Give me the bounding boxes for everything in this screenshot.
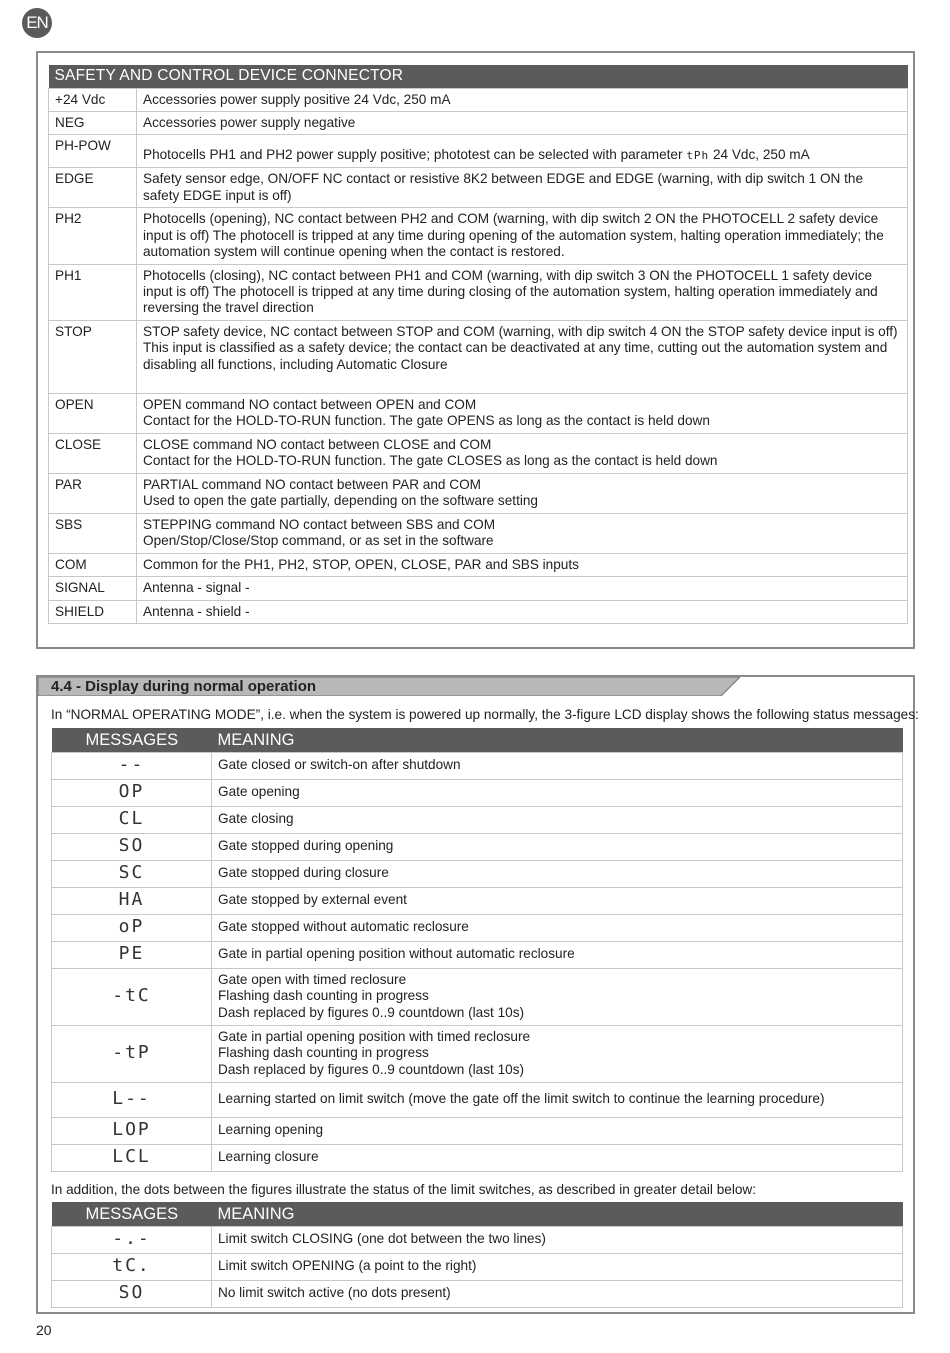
lcd-message-code: SO: [52, 833, 212, 860]
description-text: OPEN command NO contact between OPEN and COM: [143, 396, 477, 412]
table-row: [52, 806, 903, 833]
meaning-line: Flashing dash counting in progress: [218, 988, 429, 1004]
description-text: Antenna - shield -: [143, 603, 250, 619]
terminal-description: [137, 320, 908, 393]
message-meaning: [212, 1253, 903, 1280]
table-row: [49, 111, 908, 134]
terminal-description: [137, 111, 908, 134]
status-messages-table: [51, 728, 903, 1172]
description-text: Photocells (closing), NC contact between PH1 and COM (warning, with dip switch 3 ON the PHOTOCELL 1 safety device input is off) The photocell is tripped at any time during closing of the automation system, halting operation immediately and reversing the travel direction: [143, 267, 878, 316]
message-meaning: [212, 914, 903, 941]
meaning-line: Gate opening: [218, 784, 300, 800]
message-meaning: [212, 1280, 903, 1307]
message-meaning: [212, 833, 903, 860]
table-row: [49, 600, 908, 623]
lcd-message-code: -.-: [52, 1226, 212, 1253]
message-meaning: [212, 968, 903, 1025]
lcd-message-code: PE: [52, 941, 212, 968]
lcd-message-code: -tC: [52, 968, 212, 1025]
message-meaning: [212, 779, 903, 806]
description-text: Accessories power supply negative: [143, 114, 356, 130]
terminal-description: [137, 553, 908, 576]
lcd-message-code: -tP: [52, 1025, 212, 1082]
terminal-name: SIGNAL: [49, 577, 137, 600]
meaning-line: Gate closed or switch-on after shutdown: [218, 757, 461, 773]
connector-panel: [36, 51, 915, 649]
meaning-line: Flashing dash counting in progress: [218, 1045, 429, 1061]
section-heading: [38, 677, 738, 696]
table-row: [52, 1226, 903, 1253]
table-row: [52, 833, 903, 860]
table-row: [49, 577, 908, 600]
table-row: [52, 1253, 903, 1280]
meaning-header: MEANING: [212, 728, 903, 752]
meaning-line: No limit switch active (no dots present): [218, 1285, 451, 1301]
lcd-message-code: oP: [52, 914, 212, 941]
table-row: [49, 553, 908, 576]
terminal-name: NEG: [49, 111, 137, 134]
description-text: Common for the PH1, PH2, STOP, OPEN, CLOSE, PAR and SBS inputs: [143, 556, 579, 572]
connector-table: [48, 65, 908, 624]
limit-switch-note: In addition, the dots between the figures illustrate the status of the limit switches, as described in greater detail below:: [51, 1182, 756, 1197]
meaning-line: Learning closure: [218, 1149, 319, 1165]
connector-table-title: SAFETY AND CONTROL DEVICE CONNECTOR: [49, 65, 908, 88]
terminal-description: [137, 473, 908, 513]
table-row: [49, 513, 908, 553]
table-row: [49, 433, 908, 473]
terminal-name: PH-POW: [49, 135, 137, 168]
description-text: Contact for the HOLD-TO-RUN function. The gate CLOSES as long as the contact is held down: [143, 453, 718, 469]
description-text: STEPPING command NO contact between SBS and COM: [143, 516, 496, 532]
terminal-description: [137, 600, 908, 623]
lcd-message-code: CL: [52, 806, 212, 833]
language-badge: EN: [22, 8, 52, 38]
meaning-line: Gate stopped by external event: [218, 892, 407, 908]
terminal-name: COM: [49, 553, 137, 576]
lcd-message-code: SO: [52, 1280, 212, 1307]
table-row: [52, 1025, 903, 1082]
table-row: [49, 320, 908, 393]
terminal-description: [137, 208, 908, 264]
meaning-line: Limit switch OPENING (a point to the right): [218, 1258, 477, 1274]
table-row: [49, 393, 908, 433]
messages-header: MESSAGES: [52, 1202, 212, 1226]
table-row: [52, 1082, 903, 1117]
table-row: [52, 752, 903, 779]
description-text: 24 Vdc, 250 mA: [712, 146, 810, 162]
meaning-line: Gate stopped during closure: [218, 865, 389, 881]
description-text: Accessories power supply positive 24 Vdc, 250 mA: [143, 91, 451, 107]
message-meaning: [212, 1082, 903, 1117]
terminal-name: +24 Vdc: [49, 88, 137, 111]
table-row: [52, 968, 903, 1025]
terminal-description: [137, 433, 908, 473]
description-text: Open/Stop/Close/Stop command, or as set in the software: [143, 533, 494, 549]
table-row: [49, 135, 908, 168]
lcd-message-code: L--: [52, 1082, 212, 1117]
limit-switch-table: [51, 1202, 903, 1308]
terminal-description: [137, 88, 908, 111]
meaning-line: Learning opening: [218, 1122, 324, 1138]
message-meaning: [212, 1117, 903, 1144]
description-text: STOP safety device, NC contact between STOP and COM (warning, with dip switch 4 ON the STOP safety device input is off): [143, 323, 898, 339]
table-row: [49, 208, 908, 264]
lcd-message-code: tC.: [52, 1253, 212, 1280]
table-row: [52, 914, 903, 941]
message-meaning: [212, 806, 903, 833]
meaning-line: Dash replaced by figures 0..9 countdown (last 10s): [218, 1004, 525, 1020]
description-text: Photocells (opening), NC contact between PH2 and COM (warning, with dip switch 2 ON the PHOTOCELL 2 safety device input is off) The photocell is tripped at any time during opening of the automation system, halting operation immediately; the automation system will continue opening when the contact is restored.: [143, 211, 884, 260]
message-meaning: [212, 887, 903, 914]
meaning-line: Gate in partial opening position without automatic reclosure: [218, 946, 575, 962]
terminal-description: [137, 135, 908, 168]
lcd-message-code: HA: [52, 887, 212, 914]
meaning-line: Gate closing: [218, 811, 294, 827]
section-title: 4.4 - Display during normal operation: [51, 678, 317, 695]
meaning-line: Gate stopped during opening: [218, 838, 394, 854]
terminal-name: EDGE: [49, 168, 137, 208]
terminal-name: SBS: [49, 513, 137, 553]
table-row: [52, 1280, 903, 1307]
description-text: Used to open the gate partially, depending on the software setting: [143, 493, 538, 509]
meaning-line: Gate stopped without automatic reclosure: [218, 919, 469, 935]
display-section: [36, 675, 919, 1314]
terminal-description: [137, 393, 908, 433]
meaning-line: Dash replaced by figures 0..9 countdown (last 10s): [218, 1061, 525, 1077]
table-row: [52, 887, 903, 914]
terminal-description: [137, 577, 908, 600]
page-number: 20: [36, 1322, 52, 1338]
table-row: [52, 1144, 903, 1171]
meaning-line: Learning started on limit switch (move the gate off the limit switch to continue the learning procedure): [218, 1091, 825, 1107]
terminal-name: PH2: [49, 208, 137, 264]
intro-text: In “NORMAL OPERATING MODE”, i.e. when the system is powered up normally, the 3-figure LCD display shows the following status messages:: [51, 707, 919, 722]
meaning-header: MEANING: [212, 1202, 903, 1226]
terminal-description: [137, 513, 908, 553]
terminal-name: SHIELD: [49, 600, 137, 623]
table-row: [52, 941, 903, 968]
lcd-message-code: LCL: [52, 1144, 212, 1171]
description-text: PARTIAL command NO contact between PAR and COM: [143, 476, 481, 492]
terminal-name: OPEN: [49, 393, 137, 433]
description-text: This input is classified as a safety device; the contact can be deactivated at any time, cutting out the automation system and disabling all functions, including Automatic Closure: [143, 340, 888, 372]
terminal-name: PH1: [49, 264, 137, 320]
table-row: [49, 88, 908, 111]
messages-header: MESSAGES: [52, 728, 212, 752]
table-row: [52, 1117, 903, 1144]
description-text: CLOSE command NO contact between CLOSE and COM: [143, 436, 492, 452]
message-meaning: [212, 1025, 903, 1082]
table-row: [49, 473, 908, 513]
message-meaning: [212, 860, 903, 887]
lcd-message-code: SC: [52, 860, 212, 887]
terminal-name: PAR: [49, 473, 137, 513]
parameter-code: tPh: [686, 148, 710, 162]
description-text: Photocells PH1 and PH2 power supply positive; phototest can be selected with parameter: [143, 146, 683, 162]
description-text: Antenna - signal -: [143, 580, 250, 596]
lcd-message-code: LOP: [52, 1117, 212, 1144]
meaning-line: Limit switch CLOSING (one dot between the two lines): [218, 1231, 546, 1247]
lcd-message-code: --: [52, 752, 212, 779]
table-row: [52, 860, 903, 887]
meaning-line: Gate in partial opening position with timed reclosure: [218, 1028, 531, 1044]
table-row: [52, 779, 903, 806]
message-meaning: [212, 1226, 903, 1253]
terminal-description: [137, 264, 908, 320]
description-text: Safety sensor edge, ON/OFF NC contact or resistive 8K2 between EDGE and EDGE (warning, with dip switch 1 ON the safety EDGE input is off): [143, 171, 864, 203]
terminal-name: STOP: [49, 320, 137, 393]
terminal-name: CLOSE: [49, 433, 137, 473]
table-row: [49, 168, 908, 208]
message-meaning: [212, 941, 903, 968]
terminal-description: [137, 168, 908, 208]
message-meaning: [212, 752, 903, 779]
message-meaning: [212, 1144, 903, 1171]
meaning-line: Gate open with timed reclosure: [218, 971, 407, 987]
table-row: [49, 264, 908, 320]
lcd-message-code: OP: [52, 779, 212, 806]
description-text: Contact for the HOLD-TO-RUN function. The gate OPENS as long as the contact is held down: [143, 413, 710, 429]
